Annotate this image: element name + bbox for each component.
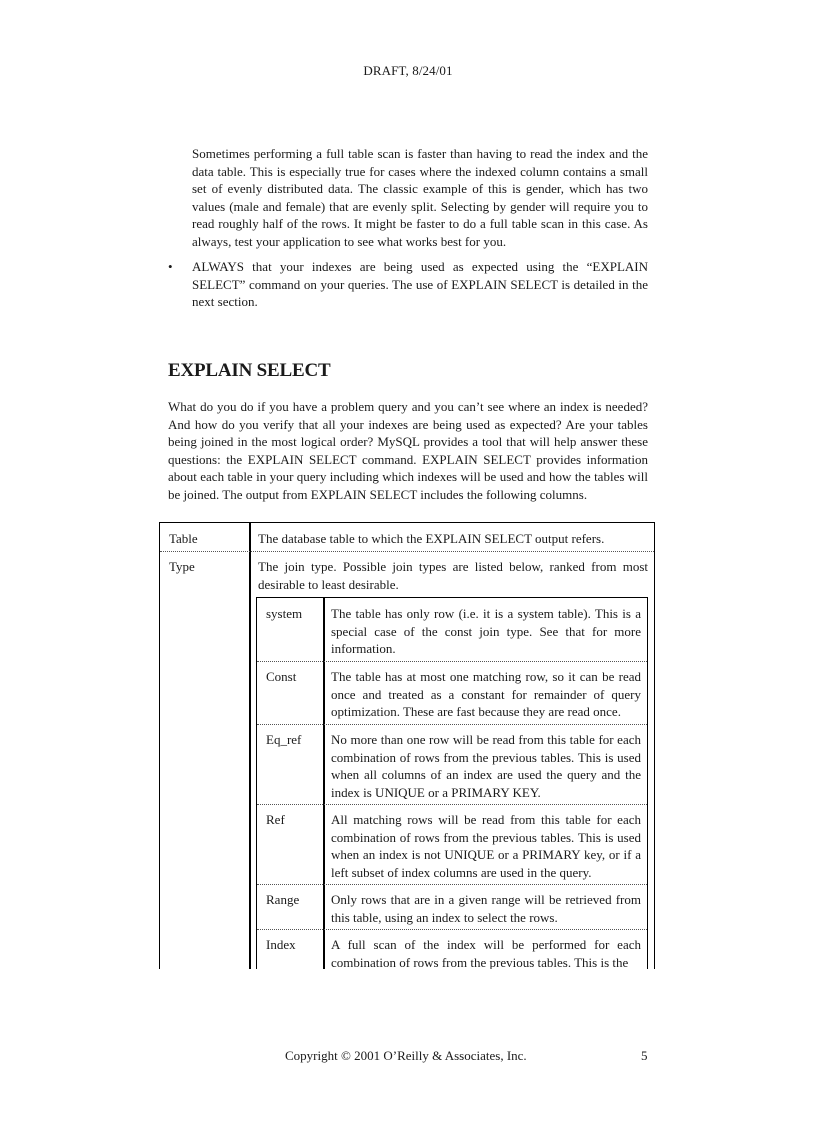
page-header: DRAFT, 8/24/01 <box>363 63 453 78</box>
copyright-text: Copyright © 2001 O’Reilly & Associates, Inc. <box>285 1048 527 1063</box>
join-type-name: system <box>266 606 303 621</box>
join-type-name: Index <box>266 937 296 952</box>
table-row-description: The join type. Possible join types are listed below, ranked from most desirable to least desirable. <box>258 559 648 592</box>
join-type-description: The table has at most one matching row, so it can be read once and treated as a constant for remainder of query optimization. These are fast because they are read once. <box>331 669 641 719</box>
join-type-name: Range <box>266 892 300 907</box>
inner-row-divider <box>257 724 647 726</box>
section-title: EXPLAIN SELECT <box>168 360 331 381</box>
join-type-name: Ref <box>266 812 285 827</box>
explain-columns-table <box>159 522 655 969</box>
section-body: What do you do if you have a problem query and you can’t see where an index is needed? And how do you verify that all your indexes are being used as expected? Are your tables being joined in the most logical order? MySQL provides a tool that will help answer these questions: the EXPLAIN SELECT command. EXPLAIN SELECT provides information about each table in your query including which indexes will be used and how the tables will be joined. The output from EXPLAIN SELECT includes the following columns. <box>168 399 648 502</box>
table-column-divider <box>249 523 251 969</box>
inner-column-divider <box>323 598 325 969</box>
join-type-description: No more than one row will be read from this table for each combination of rows from the previous tables. This is used when all columns of an index are used the query and the index is UNIQUE or a PRIMARY KEY. <box>331 732 641 800</box>
join-type-description: All matching rows will be read from this table for each combination of rows from the previous tables. This is used when an index is not UNIQUE or a PRIMARY key, or if a left subset of index columns are used in the query. <box>331 812 641 880</box>
inner-row-divider <box>257 884 647 886</box>
join-type-description: The table has only row (i.e. it is a system table). This is a special case of the const join type. See that for more information. <box>331 606 641 656</box>
bullet-icon: • <box>168 259 173 274</box>
table-row-label: Type <box>169 559 195 574</box>
intro-paragraph: Sometimes performing a full table scan is faster than having to read the index and the data table. This is especially true for cases where the indexed column contains a small set of evenly distributed data. The classic example of this is gender, which has two values (male and female) that are evenly split. Selecting by gender will require you to read roughly half of the rows. It might be faster to do a full table scan in this case. As always, test your application to see what works best for you. <box>192 146 648 249</box>
bullet-text: ALWAYS that your indexes are being used as expected using the “EXPLAIN SELECT” command on your queries. The use of EXPLAIN SELECT is detailed in the next section. <box>192 259 648 309</box>
inner-row-divider <box>257 661 647 663</box>
inner-row-divider <box>257 804 647 806</box>
join-type-name: Eq_ref <box>266 732 302 747</box>
inner-row-divider <box>257 929 647 931</box>
join-type-description: A full scan of the index will be performed for each combination of rows from the previous tables. This is the <box>331 937 641 969</box>
page-number: 5 <box>641 1048 648 1063</box>
join-types-table <box>256 597 648 969</box>
table-row-divider <box>160 551 654 553</box>
table-row-description: The database table to which the EXPLAIN SELECT output refers. <box>258 531 605 546</box>
join-type-description: Only rows that are in a given range will be retrieved from this table, using an index to select the rows. <box>331 892 641 925</box>
table-row-label: Table <box>169 531 198 546</box>
join-type-name: Const <box>266 669 297 684</box>
